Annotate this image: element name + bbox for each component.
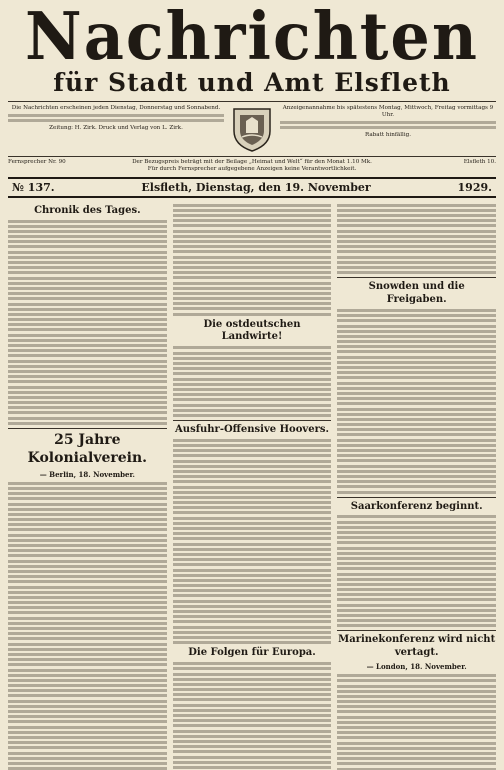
article-heading: Saarkonferenz beginnt. [350, 500, 483, 512]
article-body [337, 515, 496, 627]
article-body [337, 674, 496, 770]
column-1 [8, 202, 167, 770]
article-body [173, 346, 332, 416]
place-code: Elsfleth 10. [463, 159, 496, 165]
article-heading: Snowden und die Freigaben. [368, 281, 465, 305]
article-body [173, 204, 332, 316]
article-heading: Die ostdeutschen Landwirte! [203, 318, 301, 343]
info-left [8, 105, 224, 132]
issue-date: Elsfleth, Dienstag, den 19. November [141, 180, 371, 194]
article-body [337, 204, 496, 274]
article-body [173, 439, 332, 644]
masthead-title: Nachrichten [25, 0, 479, 75]
article-columns [8, 202, 496, 770]
dateline-bar [8, 177, 496, 198]
article-body [8, 482, 167, 770]
price-info [8, 156, 496, 174]
column-2 [173, 202, 332, 770]
price-line-2: Für durch Fernsprecher aufgegebene Anzeigen keine Verantwortlichkeit. [147, 166, 357, 173]
info-right-line: Anzeigenannahme bis spätestens Montag, Mittwoch, Freitag vormittags 9 Uhr. [282, 105, 494, 118]
article-heading-large: 25 Jahre Kolonialverein. [27, 431, 148, 466]
info-left-line: Die Nachrichten erscheinen jeden Dienstag, Donnerstag und Sonnabend. [11, 105, 221, 111]
masthead-subtitle: für Stadt und Amt Elsfleth [53, 68, 451, 97]
coat-of-arms-icon [230, 105, 274, 153]
article-heading: Marinekonferenz wird nicht vertagt. [338, 634, 496, 659]
article-heading: Ausfuhr-Offensive Hoovers. [175, 423, 329, 435]
info-row [8, 101, 496, 153]
price-line: Der Bezugspreis beträgt mit der Beilage „Heimat und Welt“ für den Monat 1.10 Mk. [132, 159, 372, 165]
info-left-line: Zeitung: H. Zirk. Druck und Verlag von L. Zirk. [49, 124, 183, 131]
issue-year: 1929. [457, 180, 492, 194]
phone-number: Fernsprecher Nr. 90 [8, 159, 66, 165]
article-body [337, 309, 496, 494]
article-body [173, 662, 332, 770]
article-body [8, 220, 167, 425]
article-dateline: — London, 18. November. [366, 662, 467, 672]
info-right-line: Rabatt hinfällig. [365, 131, 411, 138]
masthead [8, 0, 496, 97]
column-3 [337, 202, 496, 770]
article-dateline: — Berlin, 18. November. [39, 469, 135, 479]
issue-number: № 137. [12, 180, 55, 194]
article-heading: Die Folgen für Europa. [188, 647, 316, 659]
info-right [280, 105, 496, 139]
article-heading: Chronik des Tages. [34, 204, 141, 216]
